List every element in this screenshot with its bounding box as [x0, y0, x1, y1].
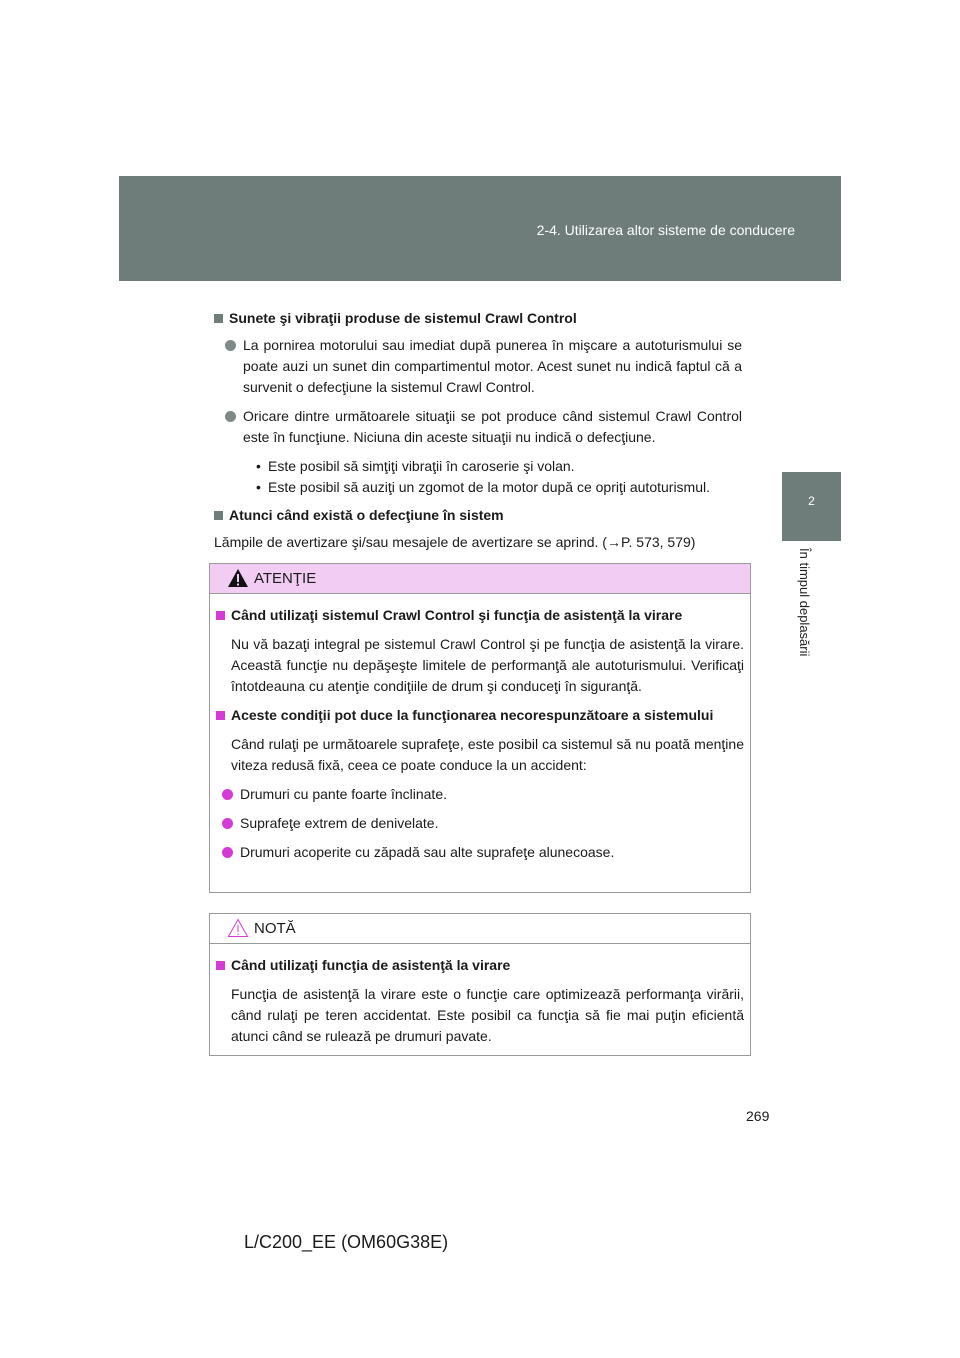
caution-heading: Când utilizaţi sistemul Crawl Control şi funcţia de asistenţă la virare — [216, 605, 744, 626]
caution-body — [210, 605, 750, 863]
caution-text: Când rulaţi pe următoarele suprafeţe, este posibil ca sistemul să nu poată menţine viteza redusă fixă, ceea ce poate conduce la un accident: — [231, 736, 744, 773]
notice-triangle-icon — [227, 918, 249, 938]
caution-heading: Aceste condiţii pot duce la funcţionarea necorespunzătoare a sistemului — [216, 705, 744, 726]
square-bullet-icon — [214, 511, 223, 520]
main-content — [214, 308, 742, 553]
chapter-number: 2 — [808, 494, 815, 508]
list-item: Oricare dintre următoarele situaţii se pot produce când sistemul Crawl Control este în funcţiune. Niciuna din aceste situaţii nu indică o defecţiune. — [225, 406, 742, 448]
notice-body — [210, 955, 750, 1047]
caution-text: Nu vă bazaţi integral pe sistemul Crawl Control şi pe funcţia de asistenţă la virare. Această funcţie nu depăşeşte limitele de performanţă ale autoturismului. Verificaţi întotdeauna cu atenţie condiţiile de drum şi conduceţi în siguranţă. — [231, 636, 744, 694]
square-bullet-icon — [216, 961, 225, 970]
notice-text: Funcţia de asistenţă la virare este o funcţie care optimizează performanţa virării, când rulaţi pe teren accidentat. Este posibil ca funcţia să fie mai puţin eficientă atunci când se rulează pe drumuri pavate. — [231, 986, 744, 1044]
caution-header — [210, 564, 750, 594]
header-band — [119, 176, 841, 281]
sub-list-item: • Este posibil să auziţi un zgomot de la motor după ce opriţi autoturismul. — [256, 479, 711, 495]
heading-sounds: Sunete şi vibraţii produse de sistemul Crawl Control — [214, 308, 742, 329]
document-code: L/C200_EE (OM60G38E) — [244, 1232, 449, 1252]
round-bullet-icon — [225, 340, 236, 351]
chapter-label: În timpul deplasării — [797, 548, 812, 657]
section-title: 2-4. Utilizarea altor sisteme de conducere — [536, 222, 795, 238]
malfunction-text: Lămpile de avertizare şi/sau mesajele de avertizare se aprind. (→P. 573, 579) — [214, 534, 696, 550]
round-bullet-icon — [222, 847, 233, 858]
notice-title: NOTĂ — [254, 920, 296, 937]
caution-box — [209, 563, 751, 893]
round-bullet-icon — [225, 411, 236, 422]
chapter-tab — [782, 472, 841, 541]
heading-malfunction: Atunci când există o defecţiune în sistem — [214, 505, 742, 526]
round-bullet-icon — [222, 789, 233, 800]
warning-icon — [227, 568, 249, 588]
notice-heading: Când utilizaţi funcţia de asistenţă la virare — [216, 955, 744, 976]
square-bullet-icon — [214, 314, 223, 323]
list-item: La pornirea motorului sau imediat după punerea în mişcare a autoturismului se poate auzi un sunet din compartimentul motor. Acest sunet nu indică faptul că a survenit o defecţiune la sistemul Crawl Control. — [225, 335, 742, 398]
square-bullet-icon — [216, 611, 225, 620]
notice-header — [210, 914, 750, 944]
list-item: Suprafeţe extrem de denivelate. — [222, 813, 744, 834]
square-bullet-icon — [216, 711, 225, 720]
round-bullet-icon — [222, 818, 233, 829]
list-item: Drumuri acoperite cu zăpadă sau alte suprafeţe alunecoase. — [222, 842, 744, 863]
page-number: 269 — [746, 1108, 770, 1124]
sub-list-item: • Este posibil să simţiţi vibraţii în caroserie şi volan. — [256, 458, 575, 474]
notice-box — [209, 913, 751, 1056]
caution-title: ATENŢIE — [254, 570, 317, 587]
list-item: Drumuri cu pante foarte înclinate. — [222, 784, 744, 805]
